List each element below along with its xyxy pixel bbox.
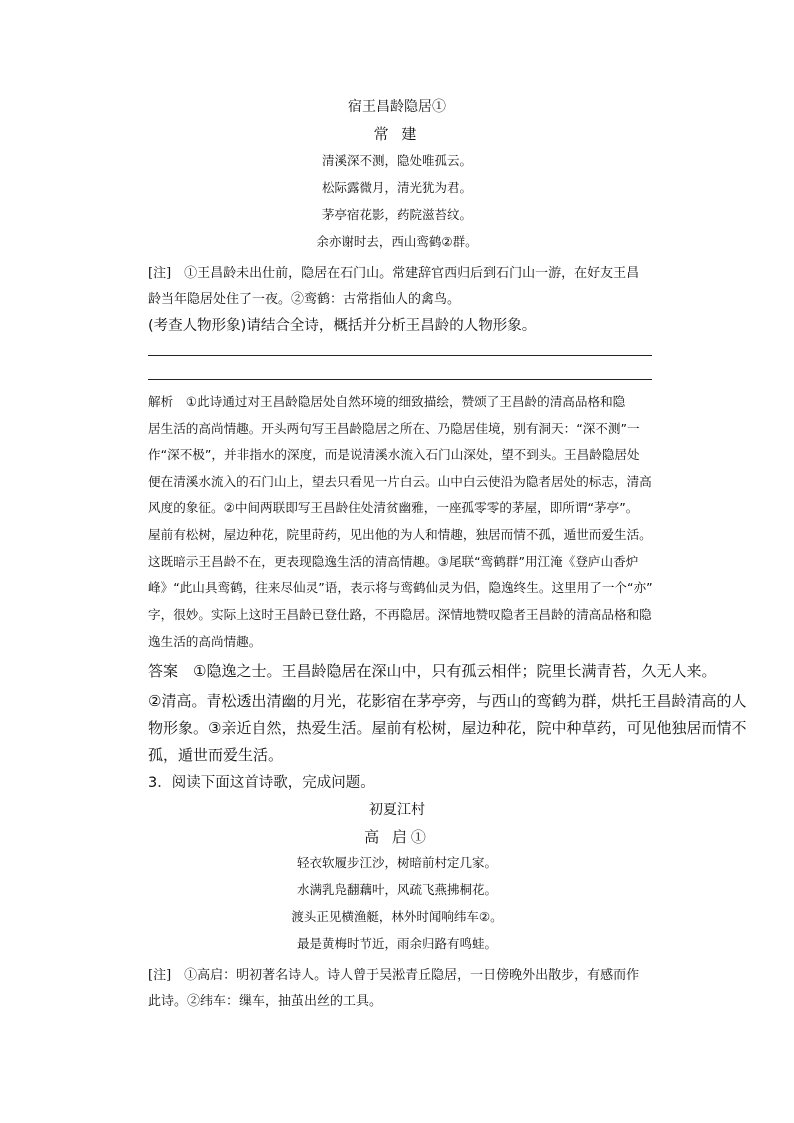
answer-blank-line bbox=[148, 379, 652, 380]
answer-line: 物形象。③亲近自然，热爱生活。屋前有松树，屋边种花，院中种草药，可见他独居而情不 bbox=[148, 719, 747, 737]
analysis-line: 屋前有松树，屋边种花，院里莳药，见出他的为人和情趣，独居而情不孤，遁世而爱生活。 bbox=[148, 527, 652, 542]
poem1-title: 宿王昌龄隐居① bbox=[348, 99, 446, 115]
poem2-line: 渡头正见横渔艇，林外时闻响纬车②。 bbox=[291, 909, 503, 924]
poem1-note-line: 龄当年隐居处住了一夜。②鸾鹤：古常指仙人的禽鸟。 bbox=[148, 292, 461, 307]
analysis-line: 解析 ①此诗通过对王昌龄隐居处自然环境的细致描绘，赞颂了王昌龄的清高品格和隐 bbox=[148, 394, 626, 409]
poem2-title: 初夏江村 bbox=[369, 802, 425, 818]
poem2-note-line: 此诗。②纬车：缫车，抽茧出丝的工具。 bbox=[148, 994, 383, 1009]
analysis-line: 居生活的高尚情趣。开头两句写王昌龄隐居之所在、乃隐居佳境，别有洞天：“深不测”一 bbox=[148, 421, 640, 436]
question-prompt: (考查人物形象)请结合全诗，概括并分析王昌龄的人物形象。 bbox=[148, 318, 537, 334]
poem1-line: 松际露微月，清光犹为君。 bbox=[321, 180, 472, 195]
question-3: 3．阅读下面这首诗歌，完成问题。 bbox=[148, 775, 375, 791]
poem2-line: 最是黄梅时节近，雨余归路有鸣蛙。 bbox=[296, 936, 497, 951]
analysis-line: 作“深不极”，并非指水的深度，而是说清溪水流入石门山深处，望不到头。王昌龄隐居处 bbox=[148, 447, 640, 462]
answer-line: ②清高。青松透出清幽的月光，花影宿在茅亭旁，与西山的鸾鹤为群，烘托王昌龄清高的人 bbox=[148, 692, 747, 710]
poem2-line: 水满乳凫翻藕叶，风疏飞燕拂桐花。 bbox=[296, 882, 497, 897]
analysis-line: 逸生活的高尚情趣。 bbox=[148, 634, 262, 649]
poem1-line: 茅亭宿花影，药院滋苔纹。 bbox=[321, 207, 472, 222]
poem2-note-line: [注] ①高启：明初著名诗人。诗人曾于吴淞青丘隐居，一日傍晚外出散步，有感而作 bbox=[148, 968, 640, 983]
poem1-line: 余亦谢时去，西山鸾鹤②群。 bbox=[316, 234, 478, 249]
poem2-author: 高 启① bbox=[364, 828, 430, 846]
poem1-line: 清溪深不测，隐处唯孤云。 bbox=[321, 153, 472, 168]
analysis-line: 峰》“此山具鸾鹤，往来尽仙灵”语，表示将与鸾鹤仙灵为侣，隐逸终生。这里用了一个“亦” bbox=[148, 580, 653, 595]
analysis-line: 这既暗示王昌龄不在，更表现隐逸生活的清高情趣。③尾联“鸾鹤群”用江淹《登庐山香炉 bbox=[148, 554, 639, 569]
analysis-line: 字，很妙。实际上这时王昌龄已登仕路，不再隐居。深情地赞叹隐者王昌龄的清高品格和隐 bbox=[148, 607, 652, 622]
poem2-line: 轻衣软履步江沙，树暗前村定几家。 bbox=[296, 855, 497, 870]
answer-line: 答案 ①隐逸之士。王昌龄隐居在深山中，只有孤云相伴；院里长满青苔，久无人来。 bbox=[148, 662, 717, 680]
analysis-line: 便在清溪水流入的石门山上，望去只看见一片白云。山中白云使沿为隐者居处的标志，清高 bbox=[148, 474, 652, 489]
answer-blank-line bbox=[148, 355, 652, 356]
poem1-note-line: [注] ①王昌龄未出仕前，隐居在石门山。常建辞官西归后到石门山一游，在好友王昌 bbox=[148, 266, 640, 281]
poem1-author: 常 建 bbox=[373, 125, 421, 143]
analysis-line: 风度的象征。②中间两联即写王昌龄住处清贫幽雅，一座孤零零的茅屋，即所谓“茅亭”。 bbox=[148, 500, 639, 515]
answer-line: 孤，遁世而爱生活。 bbox=[148, 746, 284, 764]
